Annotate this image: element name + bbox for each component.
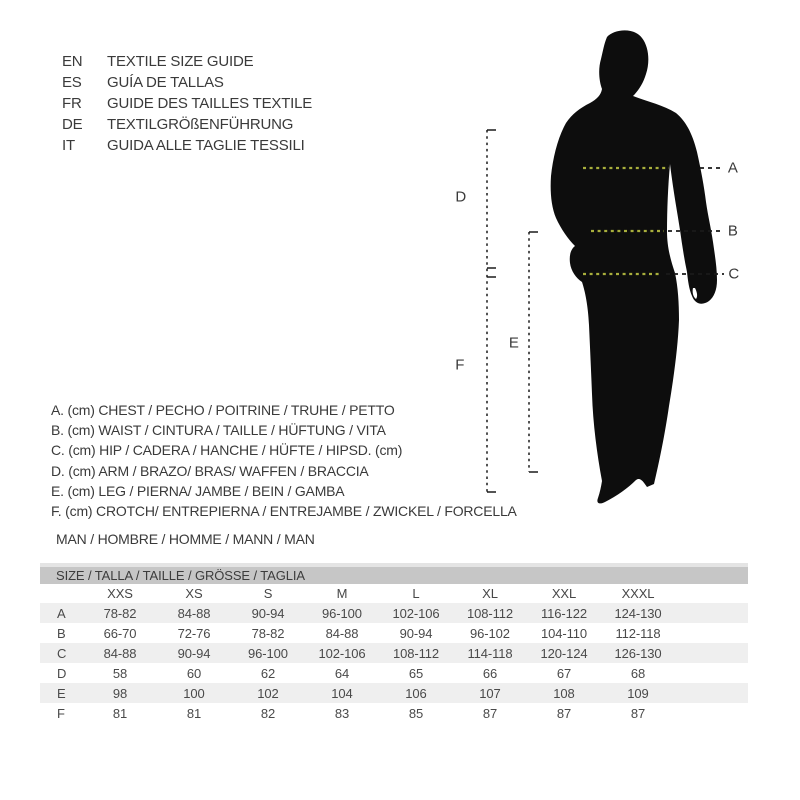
- language-row: [62, 72, 312, 93]
- language-title: TEXTILE SIZE GUIDE: [107, 53, 254, 70]
- label-arm-d: D: [455, 188, 467, 206]
- row-label: E: [57, 685, 66, 701]
- row-label: B: [57, 625, 66, 641]
- language-title: GUIDA ALLE TAGLIE TESSILI: [107, 137, 305, 154]
- language-title-list: [62, 51, 312, 156]
- label-leg-e: E: [508, 334, 520, 352]
- table-row-e: E 98 100 102 104 106 107 108 109: [40, 683, 748, 703]
- table-row-d: D 58 60 62 64 65 66 67 68: [40, 663, 748, 683]
- size-table: [40, 563, 748, 723]
- legend-item-hip: C. (cm) HIP / CADERA / HANCHE / HÜFTE / HIPSD. (cm): [51, 442, 403, 459]
- language-row: [62, 114, 312, 135]
- language-code: ES: [62, 74, 82, 91]
- table-row-a: A 78-82 84-88 90-94 96-100 102-106 108-112 116-122 124-130: [40, 603, 748, 623]
- legend-item-waist: B. (cm) WAIST / CINTURA / TAILLE / HÜFTUNG / VITA: [51, 422, 386, 439]
- measurement-legend: [51, 400, 517, 521]
- language-title: GUÍA DE TALLAS: [107, 74, 224, 91]
- language-code: EN: [62, 53, 83, 70]
- size-header-row: [40, 584, 748, 603]
- size-col-xl: XL: [482, 586, 498, 601]
- label-crotch-f: F: [455, 356, 465, 374]
- language-title: TEXTILGRÖßENFÜHRUNG: [107, 116, 294, 133]
- table-row-b: B 66-70 72-76 78-82 84-88 90-94 96-102 104-110 112-118: [40, 623, 748, 643]
- size-col-l: L: [412, 586, 420, 601]
- size-col-s: S: [263, 586, 273, 601]
- man-silhouette: [551, 30, 717, 503]
- table-row-f: F 81 81 82 83 85 87 87 87: [40, 703, 748, 723]
- legend-item-leg: E. (cm) LEG / PIERNA/ JAMBE / BEIN / GAMBA: [51, 482, 345, 499]
- size-col-m: M: [336, 586, 348, 601]
- row-label: A: [57, 605, 66, 621]
- label-hip-c: C: [728, 265, 740, 283]
- size-table-title: SIZE / TALLA / TAILLE / GRÖSSE / TAGLIA: [40, 567, 748, 584]
- language-code: IT: [62, 137, 75, 154]
- gender-heading: MAN / HOMBRE / HOMME / MANN / MAN: [56, 531, 315, 547]
- size-col-xs: XS: [185, 586, 203, 601]
- row-label: C: [57, 645, 67, 661]
- language-row: [62, 135, 312, 156]
- size-col-xxl: XXL: [551, 586, 577, 601]
- size-col-xxs: XXS: [107, 586, 133, 601]
- language-title: GUIDE DES TAILLES TEXTILE: [107, 95, 313, 112]
- language-row: [62, 51, 312, 72]
- label-waist-b: B: [727, 222, 739, 240]
- label-chest-a: A: [727, 159, 739, 177]
- language-code: FR: [62, 95, 82, 112]
- table-row-c: C 84-88 90-94 96-100 102-106 108-112 114-118 120-124 126-130: [40, 643, 748, 663]
- legend-item-chest: A. (cm) CHEST / PECHO / POITRINE / TRUHE / PETTO: [51, 402, 395, 418]
- row-label: D: [57, 665, 67, 681]
- legend-item-arm: D. (cm) ARM / BRAZO/ BRAS/ WAFFEN / BRACCIA: [51, 462, 369, 479]
- size-col-xxxl: XXXL: [621, 586, 655, 601]
- language-row: [62, 93, 312, 114]
- legend-item-crotch: F. (cm) CROTCH/ ENTREPIERNA / ENTREJAMBE / ZWICKEL / FORCELLA: [51, 502, 517, 519]
- row-label: F: [57, 705, 65, 721]
- language-code: DE: [62, 116, 83, 133]
